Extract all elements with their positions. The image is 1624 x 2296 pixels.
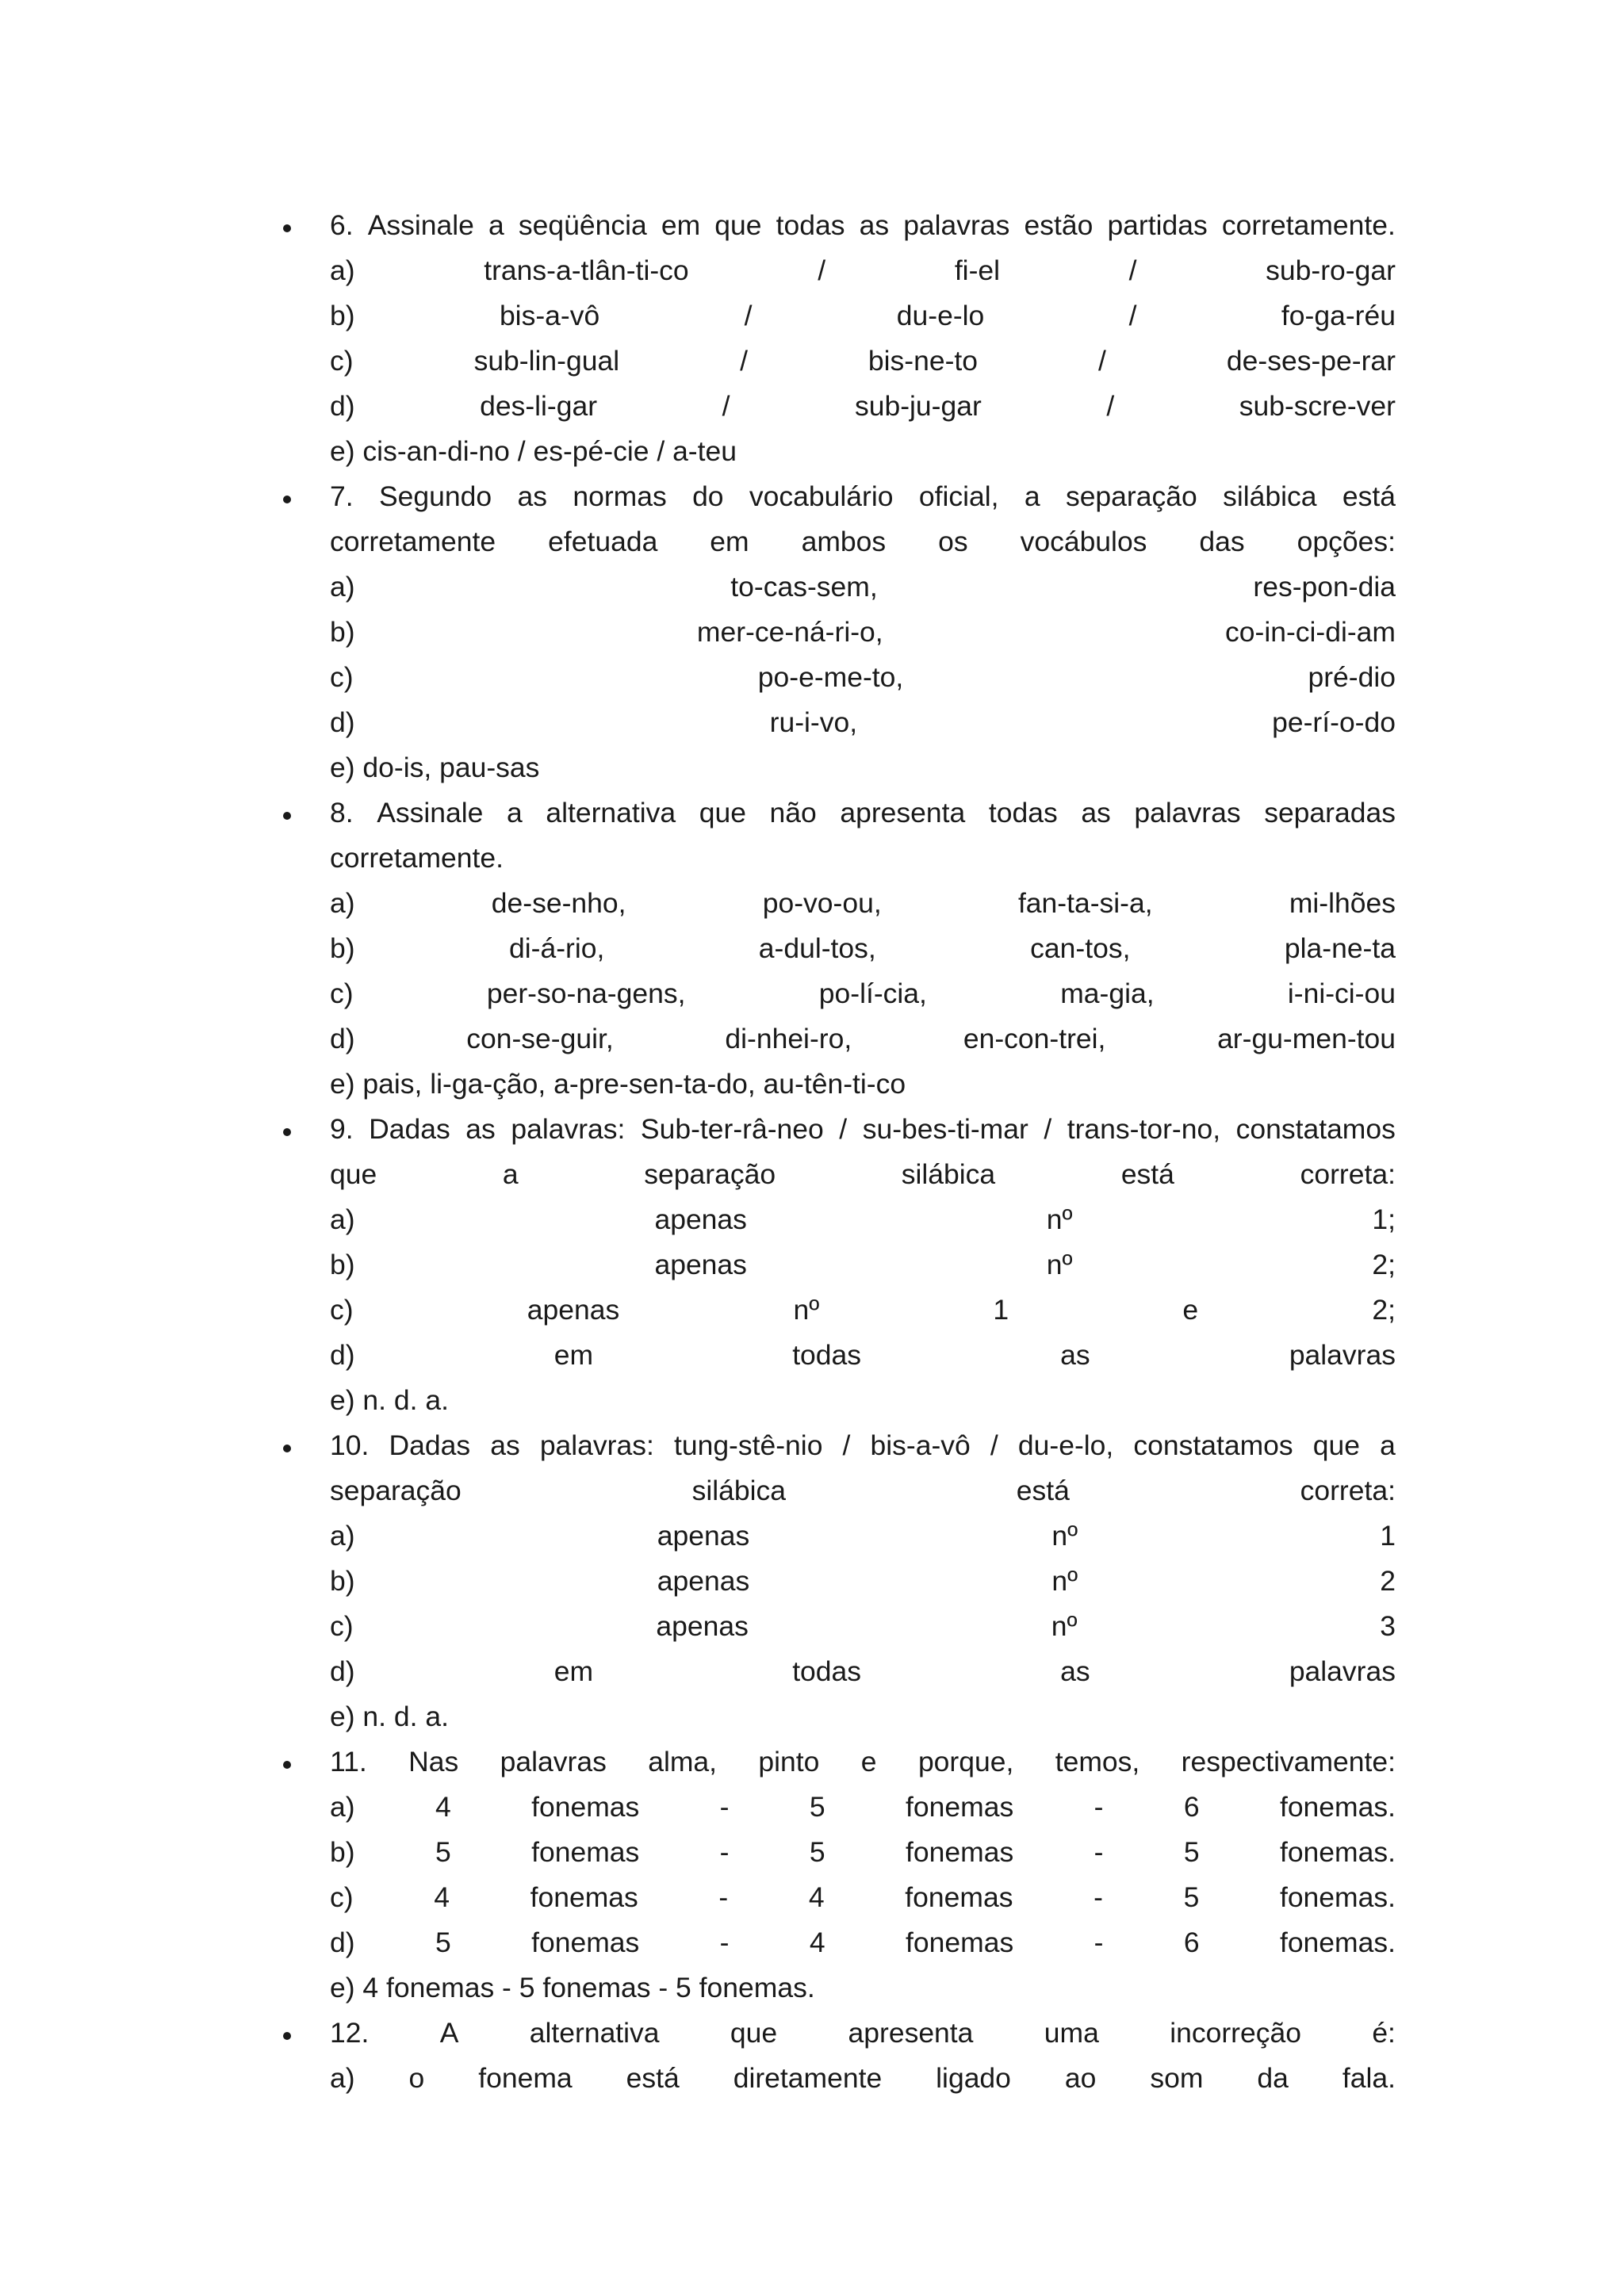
text-token: apenas xyxy=(654,1249,747,1280)
text-token: pe-rí-o-do xyxy=(1272,706,1396,738)
text-token: separação xyxy=(644,1158,776,1190)
text-token: e) pais, li-ga-ção, a-pre-sen-ta-do, au-tên-ti-co xyxy=(330,1068,906,1100)
text-token: con-se-guir, xyxy=(466,1023,614,1054)
text-token: Dadas xyxy=(389,1429,471,1461)
text-line xyxy=(330,1333,1396,1378)
text-token: 8. xyxy=(330,797,354,828)
text-token: não xyxy=(769,797,817,828)
text-token: corretamente. xyxy=(330,842,504,874)
text-token: pla-ne-ta xyxy=(1284,932,1396,964)
text-token: po-vo-ou, xyxy=(762,887,882,919)
text-token: pinto xyxy=(758,1746,820,1777)
text-token: / xyxy=(1106,390,1115,422)
text-token: todas xyxy=(792,1655,862,1687)
text-token: todas xyxy=(776,209,845,241)
text-line xyxy=(330,1604,1396,1649)
text-token: c) xyxy=(330,978,354,1009)
question-item xyxy=(285,1739,1396,2011)
text-token: Assinale xyxy=(367,209,474,241)
text-line xyxy=(330,745,1396,790)
text-token: per-so-na-gens, xyxy=(486,978,686,1009)
text-line xyxy=(330,881,1396,926)
text-line xyxy=(330,384,1396,429)
text-token: apresenta xyxy=(840,797,966,828)
text-token: ambos xyxy=(801,526,887,557)
text-token: / xyxy=(1128,300,1137,331)
text-token: 6. xyxy=(330,209,354,241)
text-token: apresenta xyxy=(848,2017,974,2049)
question-item xyxy=(285,474,1396,790)
bullet-icon xyxy=(283,224,291,232)
text-token: apenas xyxy=(656,1610,749,1642)
text-token: des-li-gar xyxy=(480,390,598,422)
text-token: correta: xyxy=(1300,1158,1396,1190)
text-token: está xyxy=(1342,480,1396,512)
question-item xyxy=(285,1423,1396,1739)
text-token: a) xyxy=(330,887,355,919)
text-line xyxy=(330,519,1396,564)
text-token: - xyxy=(718,1881,729,1913)
text-token: oficial, xyxy=(918,480,999,512)
text-token: ar-gu-men-tou xyxy=(1217,1023,1396,1054)
text-token: das xyxy=(1199,526,1245,557)
text-line xyxy=(330,2056,1396,2101)
text-token: palavras: xyxy=(539,1429,654,1461)
text-line xyxy=(330,1197,1396,1242)
text-line xyxy=(330,1830,1396,1875)
text-token: fonemas. xyxy=(1279,1881,1396,1913)
text-token: palavras xyxy=(1289,1655,1396,1687)
text-token: palavras xyxy=(1134,797,1241,828)
text-token: apenas xyxy=(657,1520,750,1552)
text-token: a) xyxy=(330,1203,355,1235)
text-line xyxy=(330,971,1396,1016)
text-token: e xyxy=(1182,1294,1199,1326)
text-token: fonemas. xyxy=(1279,1836,1396,1868)
text-token: bis-ne-to xyxy=(868,345,979,377)
text-token: todas xyxy=(792,1339,862,1371)
text-token: a xyxy=(1380,1429,1396,1461)
bullet-icon xyxy=(283,2032,291,2040)
text-token: a xyxy=(506,797,523,828)
text-token: d) xyxy=(330,1023,355,1054)
text-token: A xyxy=(439,2017,459,2049)
text-token: trans-tor-no, xyxy=(1067,1113,1221,1145)
text-token: seqüência xyxy=(518,209,647,241)
text-token: fonemas xyxy=(906,1836,1014,1868)
text-line xyxy=(330,339,1396,384)
text-line xyxy=(330,1423,1396,1468)
text-line xyxy=(330,610,1396,655)
text-token: temos, xyxy=(1055,1746,1140,1777)
text-token: a) xyxy=(330,1791,355,1823)
text-token: di-á-rio, xyxy=(509,932,605,964)
text-token: silábica xyxy=(901,1158,996,1190)
text-line xyxy=(330,1107,1396,1152)
text-token: mi-lhões xyxy=(1289,887,1396,919)
text-token: - xyxy=(719,1927,730,1958)
text-token: sub-scre-ver xyxy=(1239,390,1396,422)
text-token: está xyxy=(1016,1475,1070,1506)
text-token: vocábulos xyxy=(1020,526,1147,557)
text-token: Dadas xyxy=(369,1113,450,1145)
text-token: separação xyxy=(330,1475,462,1506)
text-token: nº xyxy=(1051,1565,1078,1597)
text-token: Segundo xyxy=(378,480,492,512)
text-token: du-e-lo, xyxy=(1017,1429,1114,1461)
text-line xyxy=(330,836,1396,881)
text-line xyxy=(330,429,1396,474)
text-token: 6 xyxy=(1183,1791,1200,1823)
text-token: trans-a-tlân-ti-co xyxy=(484,254,689,286)
text-line xyxy=(330,1739,1396,1785)
text-line xyxy=(330,203,1396,248)
text-token: 1 xyxy=(1380,1520,1396,1552)
text-token: nº xyxy=(1046,1249,1073,1280)
text-token: fonemas. xyxy=(1279,1791,1396,1823)
text-token: está xyxy=(626,2062,680,2094)
text-line xyxy=(330,1468,1396,1513)
text-token: can-tos, xyxy=(1030,932,1131,964)
text-line xyxy=(330,1559,1396,1604)
text-token: / xyxy=(722,390,730,422)
text-line xyxy=(330,1785,1396,1830)
text-line xyxy=(330,2011,1396,2056)
text-line xyxy=(330,1694,1396,1739)
text-token: 6 xyxy=(1183,1927,1200,1958)
question-item xyxy=(285,790,1396,1107)
question-item xyxy=(285,1107,1396,1423)
text-token: que xyxy=(1312,1429,1360,1461)
text-line xyxy=(330,1378,1396,1423)
text-token: c) xyxy=(330,1610,354,1642)
text-line xyxy=(330,1062,1396,1107)
text-token: as xyxy=(1060,1655,1090,1687)
text-token: vocabulário xyxy=(749,480,894,512)
text-token: e) do-is, pau-sas xyxy=(330,752,540,783)
text-token: Assinale xyxy=(377,797,484,828)
text-token: e xyxy=(860,1746,877,1777)
text-token: 5 xyxy=(435,1836,451,1868)
text-token: 4 xyxy=(434,1881,450,1913)
text-token: tung-stê-nio xyxy=(673,1429,823,1461)
text-token: po-e-me-to, xyxy=(757,661,904,693)
text-token: 1 xyxy=(993,1294,1009,1326)
text-line xyxy=(330,926,1396,971)
text-token: - xyxy=(1094,1791,1104,1823)
text-token: ru-i-vo, xyxy=(769,706,858,738)
text-token: a) xyxy=(330,254,355,286)
text-token: di-nhei-ro, xyxy=(725,1023,852,1054)
text-token: em xyxy=(553,1655,594,1687)
text-token: silábica xyxy=(691,1475,786,1506)
text-token: porque, xyxy=(917,1746,1014,1777)
text-token: o xyxy=(408,2062,425,2094)
text-token: b) xyxy=(330,1249,355,1280)
text-token: d) xyxy=(330,1927,355,1958)
text-token: fonemas xyxy=(531,1791,640,1823)
text-token: / xyxy=(990,1429,998,1461)
text-token: em xyxy=(661,209,701,241)
text-token: apenas xyxy=(654,1203,747,1235)
text-line xyxy=(330,655,1396,700)
text-token: - xyxy=(1094,1927,1104,1958)
text-token: a xyxy=(1024,480,1040,512)
text-token: as xyxy=(517,480,547,512)
text-token: ma-gia, xyxy=(1060,978,1155,1009)
text-token: 2 xyxy=(1380,1565,1396,1597)
text-token: palavras xyxy=(903,209,1010,241)
bullet-icon xyxy=(283,1761,291,1769)
text-token: alternativa xyxy=(529,2017,660,2049)
text-token: c) xyxy=(330,345,354,377)
text-token: co-in-ci-di-am xyxy=(1225,616,1396,648)
text-token: constatamos xyxy=(1235,1113,1396,1145)
text-token: / xyxy=(1128,254,1137,286)
text-token: as xyxy=(859,209,890,241)
text-token: - xyxy=(1094,1881,1103,1913)
bullet-icon xyxy=(283,812,291,820)
text-token: separadas xyxy=(1264,797,1396,828)
text-token: as xyxy=(1060,1339,1090,1371)
text-token: 5 xyxy=(809,1836,825,1868)
text-token: b) xyxy=(330,1565,355,1597)
text-token: uma xyxy=(1044,2017,1099,2049)
text-token: 5 xyxy=(1183,1836,1200,1868)
text-line xyxy=(330,1513,1396,1559)
text-token: alternativa xyxy=(546,797,676,828)
text-line xyxy=(330,1965,1396,2011)
text-token: a) xyxy=(330,571,355,603)
text-token: opções: xyxy=(1297,526,1396,557)
text-token: 9. xyxy=(330,1113,354,1145)
text-token: 4 xyxy=(809,1927,825,1958)
text-token: constatamos xyxy=(1133,1429,1293,1461)
text-token: a xyxy=(502,1158,519,1190)
text-line xyxy=(330,700,1396,745)
text-token: / xyxy=(744,300,753,331)
text-token: bis-a-vô xyxy=(499,300,600,331)
text-token: 4 xyxy=(435,1791,451,1823)
text-line xyxy=(330,1875,1396,1920)
text-token: as xyxy=(490,1429,520,1461)
text-token: silábica xyxy=(1223,480,1317,512)
text-token: b) xyxy=(330,1836,355,1868)
text-token: 5 xyxy=(1183,1881,1200,1913)
text-line xyxy=(330,1920,1396,1965)
text-token: fonemas xyxy=(531,1927,640,1958)
text-token: Nas xyxy=(408,1746,459,1777)
text-token: 4 xyxy=(808,1881,825,1913)
text-token: fan-ta-si-a, xyxy=(1017,887,1153,919)
text-token: / xyxy=(842,1429,851,1461)
text-token: b) xyxy=(330,932,355,964)
text-token: normas xyxy=(573,480,667,512)
question-list xyxy=(285,203,1396,2101)
text-token: corretamente. xyxy=(1221,209,1396,241)
text-token: nº xyxy=(793,1294,820,1326)
text-token: apenas xyxy=(657,1565,750,1597)
text-token: su-bes-ti-mar xyxy=(862,1113,1028,1145)
text-token: que xyxy=(699,797,746,828)
text-token: está xyxy=(1120,1158,1174,1190)
text-token: 5 xyxy=(435,1927,451,1958)
text-token: ligado xyxy=(936,2062,1011,2094)
text-token: nº xyxy=(1051,1520,1078,1552)
text-token: correta: xyxy=(1300,1475,1396,1506)
text-token: nº xyxy=(1051,1610,1078,1642)
text-line xyxy=(330,1152,1396,1197)
text-token: 7. xyxy=(330,480,354,512)
text-token: é: xyxy=(1372,2017,1396,2049)
text-token: 2; xyxy=(1372,1294,1396,1326)
text-token: ao xyxy=(1064,2062,1097,2094)
text-token: e) cis-an-di-no / es-pé-cie / a-teu xyxy=(330,435,737,467)
text-token: corretamente xyxy=(330,526,496,557)
text-token: fi-el xyxy=(954,254,1001,286)
text-token: fonemas xyxy=(905,1881,1013,1913)
text-token: pré-dio xyxy=(1308,661,1396,693)
text-token: as xyxy=(1081,797,1111,828)
question-item xyxy=(285,203,1396,474)
text-token: - xyxy=(719,1791,730,1823)
text-token: incorreção xyxy=(1170,2017,1301,2049)
text-token: os xyxy=(938,526,968,557)
text-token: apenas xyxy=(527,1294,620,1326)
text-token: de-se-nho, xyxy=(491,887,626,919)
text-token: as xyxy=(465,1113,496,1145)
text-token: da xyxy=(1257,2062,1289,2094)
text-token: nº xyxy=(1046,1203,1073,1235)
text-token: sub-lin-gual xyxy=(473,345,620,377)
text-token: som xyxy=(1150,2062,1204,2094)
text-line xyxy=(330,564,1396,610)
text-line xyxy=(330,248,1396,293)
text-line xyxy=(330,1016,1396,1062)
text-token: estão xyxy=(1024,209,1094,241)
text-token: separação xyxy=(1065,480,1197,512)
text-line xyxy=(330,293,1396,339)
text-token: fonemas xyxy=(906,1927,1014,1958)
text-token: que xyxy=(714,209,762,241)
bullet-icon xyxy=(283,496,291,503)
text-token: d) xyxy=(330,1339,355,1371)
text-token: partidas xyxy=(1107,209,1208,241)
text-token: - xyxy=(719,1836,730,1868)
text-token: 5 xyxy=(809,1791,825,1823)
text-token: palavras xyxy=(1289,1339,1396,1371)
text-token: d) xyxy=(330,390,355,422)
text-token: e) 4 fonemas - 5 fonemas - 5 fonemas. xyxy=(330,1972,815,2003)
text-token: / xyxy=(1044,1113,1052,1145)
text-token: palavras: xyxy=(511,1113,626,1145)
text-token: fonemas xyxy=(906,1791,1014,1823)
text-token: c) xyxy=(330,1294,354,1326)
text-token: fonema xyxy=(478,2062,573,2094)
text-token: d) xyxy=(330,1655,355,1687)
text-token: 3 xyxy=(1380,1610,1396,1642)
text-token: sub-ju-gar xyxy=(854,390,982,422)
text-token: a xyxy=(488,209,504,241)
text-token: a) xyxy=(330,1520,355,1552)
text-token: / xyxy=(1098,345,1106,377)
text-token: alma, xyxy=(648,1746,718,1777)
text-token: 11. xyxy=(330,1746,367,1777)
text-token: que xyxy=(330,1158,377,1190)
text-token: d) xyxy=(330,706,355,738)
text-token: to-cas-sem, xyxy=(730,571,878,603)
text-token: do xyxy=(692,480,724,512)
text-token: 10. xyxy=(330,1429,370,1461)
text-token: b) xyxy=(330,616,355,648)
bullet-icon xyxy=(283,1128,291,1136)
text-token: 12. xyxy=(330,2017,370,2049)
text-line xyxy=(330,790,1396,836)
text-token: mer-ce-ná-ri-o, xyxy=(696,616,883,648)
text-token: em xyxy=(710,526,749,557)
text-token: efetuada xyxy=(548,526,658,557)
text-token: fonemas xyxy=(530,1881,638,1913)
text-token: sub-ro-gar xyxy=(1266,254,1396,286)
text-token: po-lí-cia, xyxy=(818,978,927,1009)
text-token: / xyxy=(740,345,748,377)
text-token: en-con-trei, xyxy=(963,1023,1106,1054)
text-token: fo-ga-réu xyxy=(1281,300,1396,331)
text-token: Sub-ter-râ-neo xyxy=(640,1113,824,1145)
text-token: em xyxy=(553,1339,594,1371)
text-token: res-pon-dia xyxy=(1253,571,1396,603)
text-token: a) xyxy=(330,2062,355,2094)
text-line xyxy=(330,1649,1396,1694)
text-token: todas xyxy=(988,797,1058,828)
text-token: / xyxy=(818,254,826,286)
text-token: 1; xyxy=(1372,1203,1396,1235)
bullet-icon xyxy=(283,1445,291,1452)
text-token: palavras xyxy=(500,1746,607,1777)
text-token: respectivamente: xyxy=(1181,1746,1396,1777)
text-token: / xyxy=(839,1113,848,1145)
text-token: fonemas. xyxy=(1279,1927,1396,1958)
text-token: du-e-lo xyxy=(896,300,985,331)
text-line xyxy=(330,1242,1396,1288)
text-line xyxy=(330,474,1396,519)
text-token: b) xyxy=(330,300,355,331)
text-token: e) n. d. a. xyxy=(330,1701,449,1732)
text-token: que xyxy=(730,2017,778,2049)
text-token: c) xyxy=(330,661,354,693)
text-line xyxy=(330,1288,1396,1333)
text-token: c) xyxy=(330,1881,354,1913)
text-token: diretamente xyxy=(733,2062,883,2094)
text-token: fala. xyxy=(1342,2062,1396,2094)
question-item xyxy=(285,2011,1396,2101)
text-token: a-dul-tos, xyxy=(758,932,876,964)
text-token: e) n. d. a. xyxy=(330,1384,449,1416)
text-token: i-ni-ci-ou xyxy=(1287,978,1396,1009)
text-token: fonemas xyxy=(531,1836,640,1868)
text-token: - xyxy=(1094,1836,1104,1868)
text-token: 2; xyxy=(1372,1249,1396,1280)
text-token: de-ses-pe-rar xyxy=(1226,345,1396,377)
text-token: bis-a-vô xyxy=(870,1429,971,1461)
